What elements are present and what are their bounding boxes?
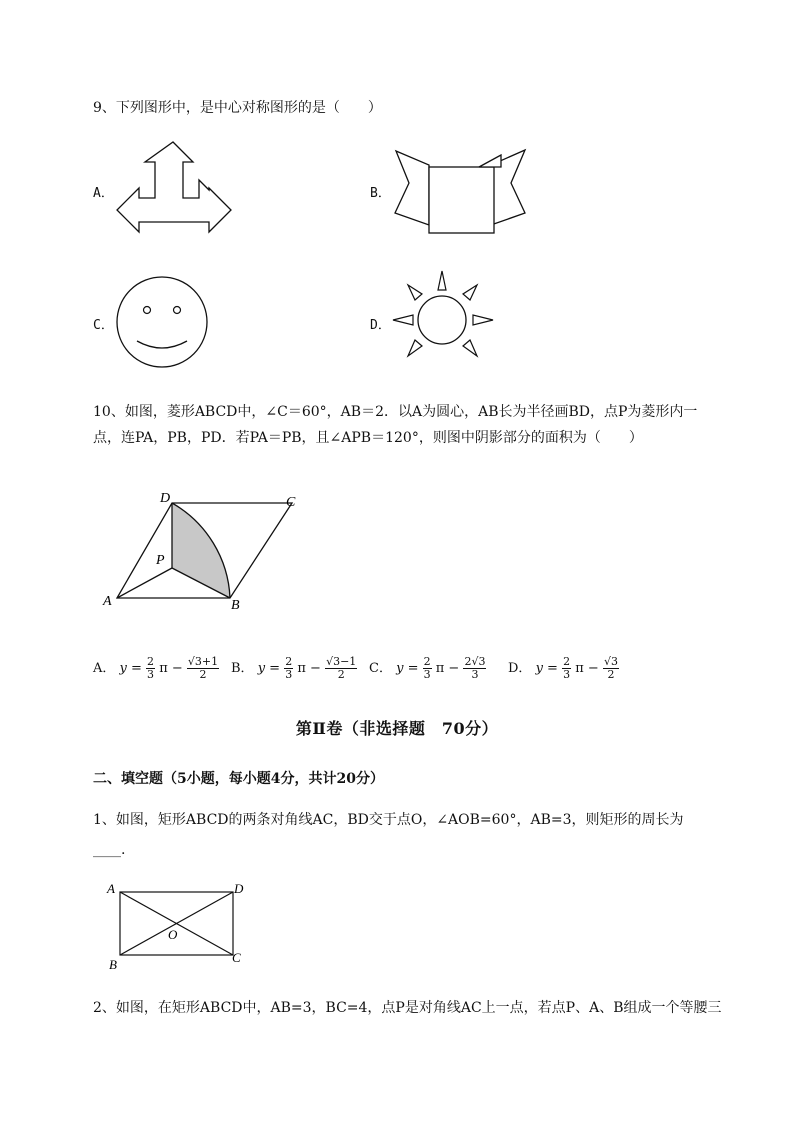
frac-num: 2 (285, 655, 293, 668)
answer-prefix: y = (119, 661, 147, 676)
q9-text: 9、下列图形中，是中心对称图形的是（ ） (93, 100, 382, 116)
subsection-title: 二、填空题（5小题，每小题4分，共计20分） (93, 771, 384, 787)
q10-answer-b (231, 656, 357, 681)
q9-option-d-label: D． (370, 318, 391, 333)
q10-answer-c (369, 656, 486, 681)
frac-num: 2 (423, 655, 431, 668)
answer-letter: C． (369, 661, 392, 676)
sun-figure (391, 268, 495, 360)
frac-num: 2 (563, 655, 571, 668)
frac-den: 3 (471, 668, 479, 681)
q10-text-line2: 点，连PA，PB，PD．若PA＝PB，且∠APB＝120°，则图中阴影部分的面积为（ ） (93, 430, 643, 446)
answer-mid: π − (575, 661, 599, 676)
label-d: D (234, 881, 244, 896)
three-arrows-figure (115, 140, 233, 240)
square-with-flags-figure (393, 147, 528, 239)
answer-mid: π − (297, 661, 321, 676)
answer-prefix: y = (535, 661, 563, 676)
frac-num: √3 (603, 655, 618, 668)
frac-num: 2√3 (464, 655, 486, 668)
answer-letter: A． (93, 661, 116, 676)
f1-text-line1: 1、如图，矩形ABCD的两条对角线AC，BD交于点O，∠AOB=60°，AB=3，则矩形的周长为 (93, 812, 684, 828)
f2-text-line1: 2、如图，在矩形ABCD中，AB=3，BC=4，点P是对角线AC上一点，若点P、A、B组成一个等腰三 (93, 1000, 722, 1016)
frac-den: 3 (563, 668, 571, 681)
rectangle-figure (104, 880, 254, 972)
label-o: O (168, 927, 178, 942)
q9-option-b-label: B． (370, 186, 391, 201)
answer-mid: π − (159, 661, 183, 676)
frac-den: 2 (337, 668, 345, 681)
answer-prefix: y = (257, 661, 285, 676)
label-a: A (107, 881, 115, 896)
frac-den: 2 (607, 668, 615, 681)
q9-option-a-label: A． (93, 186, 114, 201)
q10-answer-d (508, 656, 619, 681)
answer-prefix: y = (396, 661, 423, 676)
section-title: 第Ⅱ卷（非选择题 70分） (295, 719, 499, 738)
label-d: D (160, 491, 171, 506)
frac-num: 2 (147, 655, 155, 668)
label-b: B (109, 957, 117, 972)
label-c: C (232, 950, 241, 965)
q10-text-line1: 10、如图，菱形ABCD中，∠C＝60°，AB＝2．以A为圆心，AB长为半径画BD，点P为菱形内一 (93, 404, 698, 420)
label-c: C (286, 495, 296, 510)
label-a: A (103, 594, 112, 609)
answer-mid: π − (435, 661, 460, 676)
answer-letter: B． (231, 661, 254, 676)
rhombus-figure (100, 488, 310, 613)
frac-den: 3 (285, 668, 293, 681)
frac-den: 2 (199, 668, 207, 681)
frac-den: 3 (147, 668, 155, 681)
q10-answer-a (93, 656, 219, 681)
smiley-face-figure (115, 275, 210, 370)
frac-num: √3+1 (187, 655, 219, 668)
label-b: B (231, 598, 240, 613)
q9-option-c-label: C． (93, 318, 114, 333)
frac-den: 3 (423, 668, 431, 681)
frac-num: √3−1 (326, 655, 357, 668)
f1-text-line2: ____. (93, 842, 126, 858)
answer-letter: D． (508, 661, 532, 676)
label-p: P (156, 553, 165, 568)
